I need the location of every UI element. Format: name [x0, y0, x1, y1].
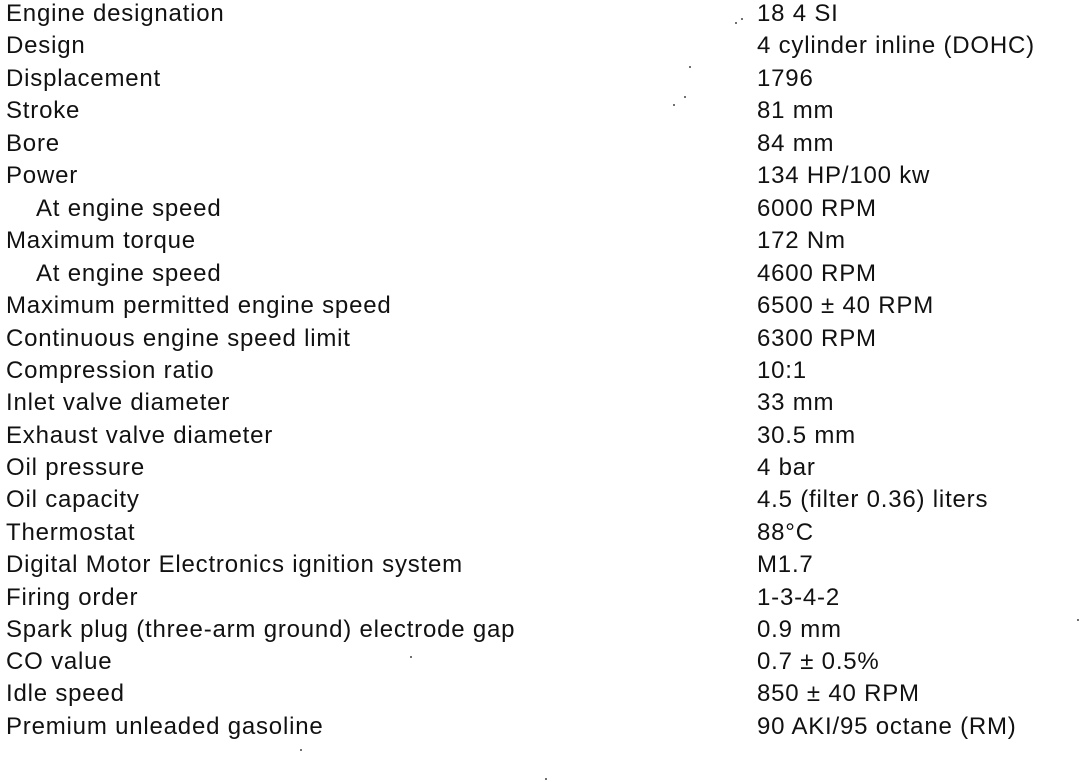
spec-label: Maximum permitted engine speed	[6, 292, 392, 319]
spec-label: Power	[6, 162, 79, 189]
spec-row-idle-speed	[0, 680, 1088, 712]
spec-label: Design	[6, 32, 86, 59]
spec-row-exhaust-valve-diameter	[0, 422, 1088, 454]
spec-label: Maximum torque	[6, 227, 196, 254]
spec-label: Firing order	[6, 584, 139, 611]
spec-row-compression-ratio	[0, 357, 1088, 389]
spec-row-oil-capacity	[0, 486, 1088, 518]
spec-label: Digital Motor Electronics ignition system	[6, 551, 463, 578]
spec-label: Premium unleaded gasoline	[6, 713, 324, 740]
spec-value: 30.5 mm	[757, 422, 856, 449]
spec-value: 0.7 ± 0.5%	[757, 648, 880, 675]
scan-speck	[1077, 619, 1079, 621]
spec-row-torque-engine-speed	[0, 260, 1088, 292]
spec-row-continuous-speed-limit	[0, 325, 1088, 357]
spec-row-maximum-torque	[0, 227, 1088, 259]
spec-label: At engine speed	[36, 195, 222, 222]
spec-value: 81 mm	[757, 97, 835, 124]
scan-speck	[410, 656, 412, 658]
spec-value: 4.5 (filter 0.36) liters	[757, 486, 989, 513]
spec-row-stroke	[0, 97, 1088, 129]
spec-label: Bore	[6, 130, 60, 157]
spec-value: 90 AKI/95 octane (RM)	[757, 713, 1017, 740]
spec-value: 172 Nm	[757, 227, 846, 254]
spec-label: Idle speed	[6, 680, 125, 707]
spec-value: 4600 RPM	[757, 260, 877, 287]
spec-row-premium-gasoline	[0, 713, 1088, 745]
spec-value: 84 mm	[757, 130, 835, 157]
spec-row-spark-plug-gap	[0, 616, 1088, 648]
spec-row-max-permitted-speed	[0, 292, 1088, 324]
spec-row-displacement	[0, 65, 1088, 97]
spec-label: At engine speed	[36, 260, 222, 287]
spec-label: Compression ratio	[6, 357, 215, 384]
spec-label: Displacement	[6, 65, 161, 92]
spec-value: 18 4 SI	[757, 0, 839, 27]
spec-row-firing-order	[0, 584, 1088, 616]
spec-row-co-value	[0, 648, 1088, 680]
spec-value: 33 mm	[757, 389, 835, 416]
scan-speck	[689, 66, 691, 68]
spec-value: 850 ± 40 RPM	[757, 680, 920, 707]
spec-row-engine-designation	[0, 0, 1088, 32]
scan-speck	[684, 96, 686, 98]
spec-value: 134 HP/100 kw	[757, 162, 931, 189]
scan-speck	[545, 778, 547, 780]
spec-value: 6000 RPM	[757, 195, 877, 222]
spec-row-bore	[0, 130, 1088, 162]
scan-speck	[300, 749, 302, 751]
spec-label: Engine designation	[6, 0, 225, 27]
spec-row-oil-pressure	[0, 454, 1088, 486]
spec-value: 0.9 mm	[757, 616, 842, 643]
spec-row-power	[0, 162, 1088, 194]
spec-label: Spark plug (three-arm ground) electrode gap	[6, 616, 516, 643]
spec-row-power-engine-speed	[0, 195, 1088, 227]
scan-speck	[741, 18, 743, 20]
scan-speck	[735, 22, 737, 24]
spec-value: 6500 ± 40 RPM	[757, 292, 934, 319]
spec-label: Thermostat	[6, 519, 136, 546]
spec-value: 1-3-4-2	[757, 584, 840, 611]
spec-row-design	[0, 32, 1088, 64]
spec-value: M1.7	[757, 551, 814, 578]
spec-label: Oil capacity	[6, 486, 140, 513]
spec-label: Continuous engine speed limit	[6, 325, 351, 352]
spec-label: Stroke	[6, 97, 81, 124]
spec-label: CO value	[6, 648, 113, 675]
spec-label: Inlet valve diameter	[6, 389, 231, 416]
spec-value: 88°C	[757, 519, 814, 546]
spec-value: 1796	[757, 65, 814, 92]
scan-speck	[673, 104, 675, 106]
spec-row-thermostat	[0, 519, 1088, 551]
spec-value: 4 cylinder inline (DOHC)	[757, 32, 1035, 59]
spec-value: 4 bar	[757, 454, 816, 481]
spec-row-ignition-system	[0, 551, 1088, 583]
spec-value: 6300 RPM	[757, 325, 877, 352]
spec-row-inlet-valve-diameter	[0, 389, 1088, 421]
spec-label: Oil pressure	[6, 454, 145, 481]
spec-value: 10:1	[757, 357, 807, 384]
spec-label: Exhaust valve diameter	[6, 422, 274, 449]
